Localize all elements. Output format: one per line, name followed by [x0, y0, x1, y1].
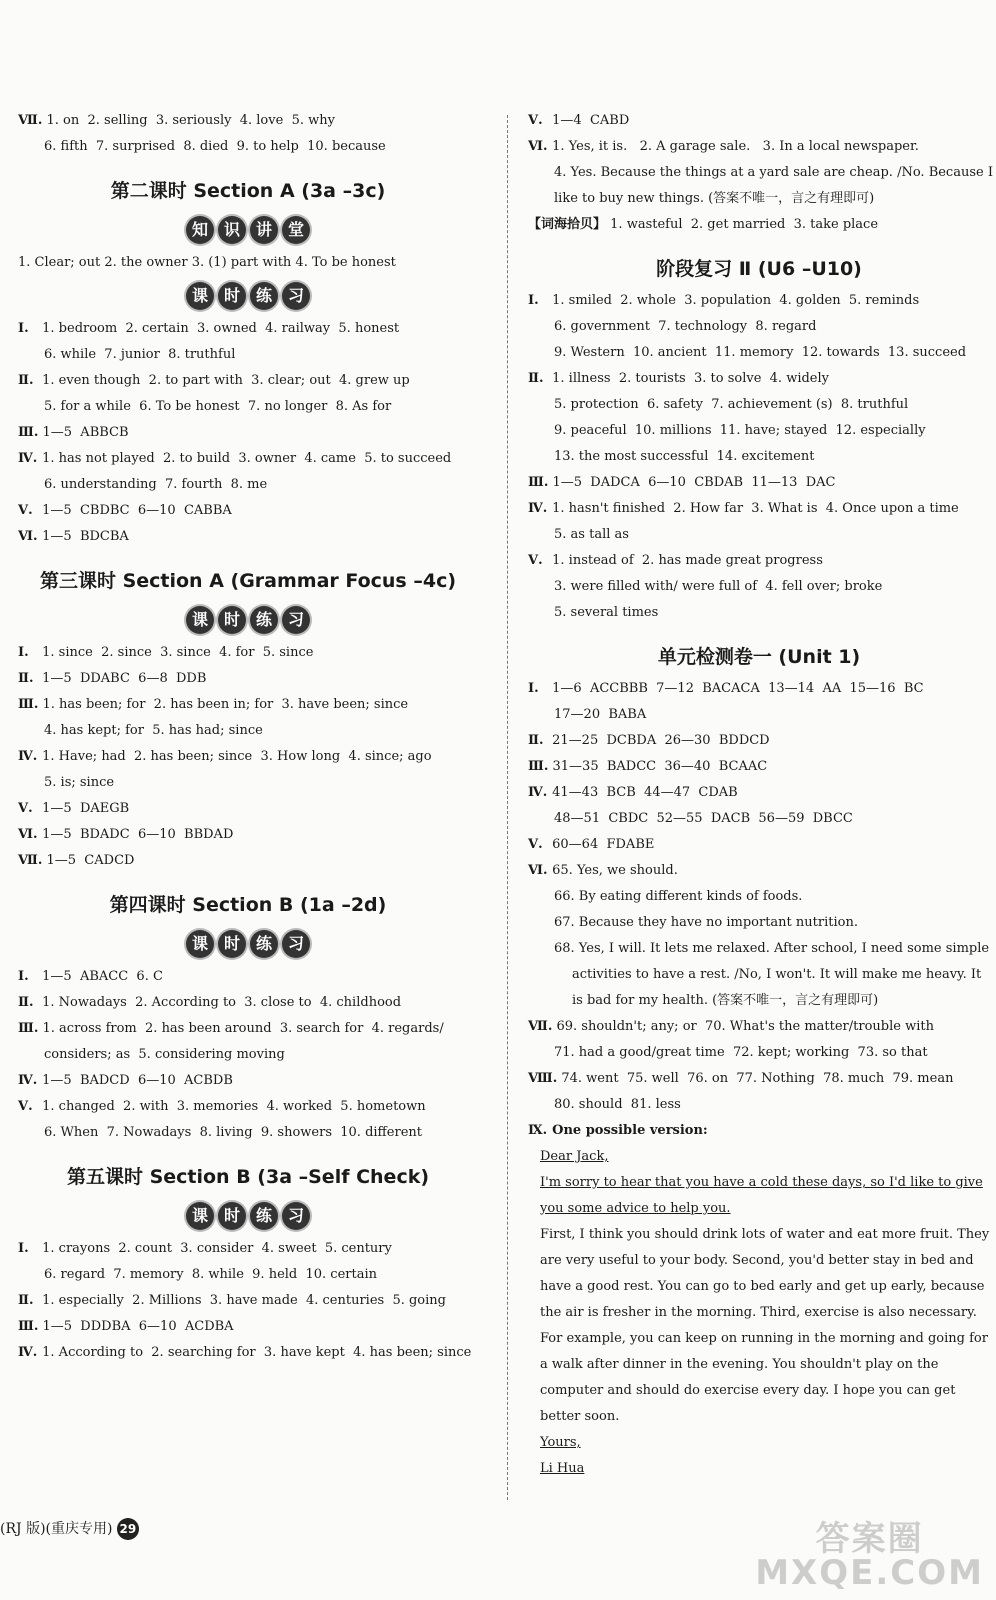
answer-text: 1—5 BADCD 6—10 ACBDB [42, 1073, 233, 1088]
roman-numeral: Ⅰ. [18, 1241, 29, 1256]
roman-numeral: Ⅷ. [528, 1071, 558, 1086]
answer-text: like to buy new things. (答案不唯一，言之有理即可) [554, 191, 875, 206]
answer-line [528, 314, 990, 340]
roman-numeral: Ⅰ. [18, 969, 29, 984]
roman-numeral: Ⅴ. [528, 553, 543, 568]
answer-text: 1. According to 2. searching for 3. have kept 4. has been; since [42, 1345, 472, 1360]
heading-badge: 知 [186, 216, 214, 244]
answer-line [18, 108, 478, 134]
answer-line [18, 796, 478, 822]
roman-numeral: Ⅴ. [18, 801, 33, 816]
answer-text: 1—5 BDADC 6—10 BBDAD [42, 827, 234, 842]
heading-badge: 习 [282, 606, 310, 634]
heading-badge: 课 [186, 606, 214, 634]
answer-line [528, 728, 990, 754]
answer-line [528, 522, 990, 548]
heading-badge: 习 [282, 282, 310, 310]
answer-text: 6. fifth 7. surprised 8. died 9. to help 10. because [44, 139, 386, 154]
answer-line [528, 444, 990, 470]
roman-numeral: Ⅱ. [528, 733, 544, 748]
answer-text: 1. smiled 2. whole 3. population 4. golden 5. reminds [552, 293, 920, 308]
answer-line [528, 548, 990, 574]
answer-line [528, 470, 990, 496]
answer-text: 60—64 FDABE [552, 837, 655, 852]
roman-numeral: Ⅶ. [18, 113, 43, 128]
answer-line [528, 676, 990, 702]
answer-line [18, 368, 478, 394]
answer-text: 4. Yes. Because the things at a yard sale are cheap. /No. Because I [554, 165, 993, 180]
roman-numeral: Ⅱ. [18, 373, 34, 388]
answer-line [18, 1236, 478, 1262]
answer-line [528, 754, 990, 780]
answer-text: 1. bedroom 2. certain 3. owned 4. railway 5. honest [42, 321, 400, 336]
answer-text: 48—51 CBDC 52—55 DACB 56—59 DBCC [554, 811, 853, 826]
answer-text: 80. should 81. less [554, 1097, 681, 1112]
answer-line [528, 600, 990, 626]
roman-numeral: Ⅴ. [18, 1099, 33, 1114]
answer-text: 1—5 DAEGB [42, 801, 130, 816]
answer-line [18, 446, 478, 472]
answer-text: 5. several times [554, 605, 659, 620]
knowledge-answers: 1. Clear; out 2. the owner 3. (1) part with 4. To be honest [18, 255, 396, 270]
answer-text: 31—35 BADCC 36—40 BCAAC [552, 759, 768, 774]
answer-text: 9. Western 10. ancient 11. memory 12. towards 13. succeed [554, 345, 967, 360]
roman-numeral: Ⅵ. [528, 863, 548, 878]
answer-text: 6. government 7. technology 8. regard [554, 319, 817, 334]
answer-text: 13. the most successful 14. excitement [554, 449, 815, 464]
roman-numeral: Ⅶ. [528, 1019, 553, 1034]
roman-numeral: Ⅱ. [18, 671, 34, 686]
answer-line [528, 418, 990, 444]
heading-badge: 课 [186, 1202, 214, 1230]
roman-numeral: Ⅶ. [18, 853, 43, 868]
lesson-4-answers [18, 964, 478, 1146]
answer-line [18, 640, 478, 666]
answer-text: 1—5 ABBCB [42, 425, 129, 440]
edition-label: (RJ 版)(重庆专用) [0, 1521, 113, 1537]
answer-text: 6. while 7. junior 8. truthful [44, 347, 236, 362]
roman-numeral: Ⅱ. [528, 371, 544, 386]
answer-text: 1—6 ACCBBB 7—12 BACACA 13—14 AA 15—16 BC [552, 681, 924, 696]
answer-line [18, 498, 478, 524]
answer-line [18, 1288, 478, 1314]
answer-line [18, 990, 478, 1016]
watermark-logo [755, 1519, 984, 1593]
answer-line [528, 858, 990, 884]
roman-numeral: Ⅲ. [18, 1319, 39, 1334]
section-title-lesson-3: 第三课时 Section A (Grammar Focus –4c) [39, 570, 457, 592]
heading-badge: 堂 [282, 216, 310, 244]
answer-line [528, 288, 990, 314]
answer-text: activities to have a rest. /No, I won't. It will make me heavy. It [572, 967, 982, 982]
roman-numeral: Ⅲ. [18, 1021, 39, 1036]
unit-test-answers [528, 676, 990, 1118]
heading-badge: 习 [282, 930, 310, 958]
answer-line [528, 780, 990, 806]
roman-numeral: 【词海拾贝】 [528, 217, 607, 232]
answer-text: 1. especially 2. Millions 3. have made 4. centuries 5. going [42, 1293, 446, 1308]
answer-line [528, 366, 990, 392]
answer-text: 17—20 BABA [554, 707, 647, 722]
answer-text: 1—5 CADCD [46, 853, 135, 868]
answer-text: 68. Yes, I will. It lets me relaxed. After school, I need some simple [554, 941, 990, 956]
answer-line [528, 910, 990, 936]
roman-numeral: Ⅳ. [528, 785, 548, 800]
answer-line [528, 496, 990, 522]
letter-signature: Li Hua [540, 1461, 585, 1476]
answer-text: 3. were filled with/ were full of 4. fell over; broke [554, 579, 883, 594]
roman-numeral: Ⅳ. [528, 501, 548, 516]
practice-badge-row [18, 600, 478, 640]
answer-line [528, 1040, 990, 1066]
letter-body: First, I think you should drink lots of water and eat more fruit. They are very useful to your body. Second, you'd better stay in bed and have a good rest. You can go to bed early and get up early, because the air is fresher in the morning. Third, exercise is also necessary. For example, you can keep on running in the morning and going for a walk after dinner in the evening. You shouldn't play on the computer and should do exercise every day. I hope you can get better soon. [540, 1227, 990, 1424]
answer-text: 71. had a good/great time 72. kept; working 73. so that [554, 1045, 928, 1060]
answer-text: 41—43 BCB 44—47 CDAB [552, 785, 738, 800]
heading-badge: 时 [218, 282, 246, 310]
answer-line [528, 1014, 990, 1040]
right-column [528, 108, 993, 1482]
section-title-lesson-2: 第二课时 Section A (3a –3c) [110, 180, 386, 202]
answer-text: 6. When 7. Nowadays 8. living 9. showers 10. different [44, 1125, 422, 1140]
answer-text: 5. is; since [44, 775, 115, 790]
answer-text: considers; as 5. considering moving [44, 1047, 285, 1062]
heading-badge: 时 [218, 1202, 246, 1230]
roman-numeral: Ⅵ. [528, 139, 548, 154]
watermark-line-2: MXQE.COM [755, 1553, 984, 1593]
answer-line [18, 1094, 478, 1120]
practice-badge-row [18, 276, 478, 316]
heading-badge: 练 [250, 930, 278, 958]
answer-text: 69. shouldn't; any; or 70. What's the matter/trouble with [556, 1019, 934, 1034]
answer-line [18, 964, 478, 990]
heading-badge: 练 [250, 1202, 278, 1230]
heading-badge: 课 [186, 282, 214, 310]
watermark-line-1: 答案圈 [815, 1519, 924, 1559]
roman-numeral: Ⅲ. [18, 425, 39, 440]
answer-text: 1. since 2. since 3. since 4. for 5. since [42, 645, 314, 660]
answer-line [528, 186, 990, 212]
answer-text: 1. even though 2. to part with 3. clear; out 4. grew up [42, 373, 410, 388]
answer-line [18, 770, 478, 796]
answer-line [528, 1092, 990, 1118]
answer-text: 5. as tall as [554, 527, 629, 542]
answer-text: 1. wasteful 2. get married 3. take place [610, 217, 879, 232]
roman-numeral: Ⅰ. [18, 645, 29, 660]
heading-badge: 练 [250, 606, 278, 634]
answer-text: 21—25 DCBDA 26—30 BDDCD [552, 733, 770, 748]
roman-numeral: Ⅸ. [528, 1123, 548, 1138]
sample-letter [528, 1144, 990, 1482]
column-divider [507, 115, 508, 1500]
answer-line [18, 394, 478, 420]
heading-badge: 时 [218, 606, 246, 634]
roman-numeral: Ⅴ. [528, 837, 543, 852]
answer-text: 1. has been; for 2. has been in; for 3. have been; since [42, 697, 409, 712]
answer-line [18, 744, 478, 770]
heading-badge: 识 [218, 216, 246, 244]
answer-line [528, 988, 990, 1014]
unit-exercises-top [18, 108, 478, 160]
answer-text: is bad for my health. (答案不唯一，言之有理即可) [572, 993, 879, 1008]
answer-line [18, 1016, 478, 1042]
answer-line [18, 316, 478, 342]
roman-numeral: Ⅲ. [18, 697, 39, 712]
answer-text: 9. peaceful 10. millions 11. have; stayed 12. especially [554, 423, 926, 438]
answer-line [528, 574, 990, 600]
heading-badge: 习 [282, 1202, 310, 1230]
answer-text: 1. crayons 2. count 3. consider 4. sweet 5. century [42, 1241, 392, 1256]
answer-text: 1. changed 2. with 3. memories 4. worked 5. hometown [42, 1099, 426, 1114]
answer-line [18, 1120, 478, 1146]
answer-text: 1—5 BDCBA [42, 529, 129, 544]
answer-text: 1. across from 2. has been around 3. search for 4. regards/ [42, 1021, 444, 1036]
unit-exercises-top [528, 108, 993, 238]
answer-line [528, 160, 993, 186]
answer-text: 6. regard 7. memory 8. while 9. held 10. certain [44, 1267, 378, 1282]
answer-line [528, 962, 990, 988]
roman-numeral: Ⅰ. [528, 293, 539, 308]
answer-line [528, 702, 990, 728]
section-title-lesson-4: 第四课时 Section B (1a –2d) [109, 894, 387, 916]
answer-text: 67. Because they have no important nutrition. [554, 915, 858, 930]
answer-text: 1—5 CBDBC 6—10 CABBA [42, 503, 232, 518]
answer-text: 6. understanding 7. fourth 8. me [44, 477, 268, 492]
roman-numeral: Ⅳ. [18, 1345, 38, 1360]
heading-badge: 讲 [250, 216, 278, 244]
answer-text: 1—5 DDABC 6—8 DDB [42, 671, 207, 686]
lesson-5-answers [18, 1236, 478, 1366]
heading-badge: 练 [250, 282, 278, 310]
heading-badge: 时 [218, 930, 246, 958]
answer-line [18, 1068, 478, 1094]
roman-numeral: Ⅳ. [18, 451, 38, 466]
answer-line [18, 718, 478, 744]
roman-numeral: Ⅱ. [18, 995, 34, 1010]
answer-text: 66. By eating different kinds of foods. [554, 889, 803, 904]
answer-text: 1—5 DADCA 6—10 CBDAB 11—13 DAC [552, 475, 836, 490]
answer-line [528, 832, 990, 858]
answer-text: 1—5 DDDBA 6—10 ACDBA [42, 1319, 234, 1334]
answer-line [528, 134, 990, 160]
answer-text: 1. has not played 2. to build 3. owner 4. came 5. to succeed [42, 451, 452, 466]
essay-title: One possible version: [552, 1123, 708, 1138]
answer-text: 1—4 CABD [552, 113, 630, 128]
roman-numeral: Ⅲ. [528, 759, 549, 774]
answer-line [528, 806, 990, 832]
answer-text: 1—5 ABACC 6. C [42, 969, 163, 984]
answer-line [18, 666, 478, 692]
essay-header [528, 1118, 990, 1144]
answer-line [18, 134, 478, 160]
answer-line [18, 342, 478, 368]
section-title-lesson-5: 第五课时 Section B (3a –Self Check) [66, 1166, 430, 1188]
answer-line [18, 420, 478, 446]
lesson-2-answers [18, 316, 478, 550]
roman-numeral: Ⅳ. [18, 749, 38, 764]
roman-numeral: Ⅳ. [18, 1073, 38, 1088]
review-answers [528, 288, 990, 626]
practice-badge-row [18, 924, 478, 964]
section-title-review: 阶段复习 Ⅱ (U6 –U10) [656, 258, 862, 280]
answer-line [18, 1262, 478, 1288]
left-column [18, 108, 478, 1366]
answer-line [18, 1340, 478, 1366]
answer-line [18, 1314, 478, 1340]
answer-text: 1. hasn't finished 2. How far 3. What is 4. Once upon a time [552, 501, 959, 516]
answer-text: 1. Have; had 2. has been; since 3. How long 4. since; ago [42, 749, 432, 764]
roman-numeral: Ⅱ. [18, 1293, 34, 1308]
practice-badge-row [18, 1196, 478, 1236]
answer-text: 65. Yes, we should. [552, 863, 678, 878]
answer-line [528, 936, 990, 962]
letter-greeting: Dear Jack, [540, 1149, 609, 1164]
answer-line [528, 212, 990, 238]
answer-line [528, 392, 990, 418]
answer-text: 5. protection 6. safety 7. achievement (s) 8. truthful [554, 397, 909, 412]
heading-badge: 课 [186, 930, 214, 958]
roman-numeral: Ⅵ. [18, 529, 38, 544]
answer-text: 1. Nowadays 2. According to 3. close to 4. childhood [42, 995, 402, 1010]
answer-line [18, 692, 478, 718]
lesson-3-answers [18, 640, 478, 874]
answer-text: 1. illness 2. tourists 3. to solve 4. widely [552, 371, 829, 386]
page-number: 29 [117, 1518, 139, 1540]
letter-closing: Yours, [540, 1435, 581, 1450]
roman-numeral: Ⅴ. [528, 113, 543, 128]
answer-line [528, 1066, 990, 1092]
answer-line [18, 472, 478, 498]
answer-text: 1. instead of 2. has made great progress [552, 553, 823, 568]
section-title-unit-test: 单元检测卷一 (Unit 1) [657, 646, 861, 668]
answer-text: 1. on 2. selling 3. seriously 4. love 5. why [46, 113, 335, 128]
answer-line [18, 848, 478, 874]
answer-text: 74. went 75. well 76. on 77. Nothing 78. much 79. mean [561, 1071, 954, 1086]
roman-numeral: Ⅲ. [528, 475, 549, 490]
knowledge-badge-row [18, 210, 478, 250]
roman-numeral: Ⅵ. [18, 827, 38, 842]
answer-text: 1. Yes, it is. 2. A garage sale. 3. In a local newspaper. [552, 139, 919, 154]
answer-line [528, 340, 990, 366]
answer-text: 4. has kept; for 5. has had; since [44, 723, 263, 738]
answer-line [528, 108, 990, 134]
roman-numeral: Ⅰ. [18, 321, 29, 336]
answer-line [18, 524, 478, 550]
roman-numeral: Ⅰ. [528, 681, 539, 696]
page-footer [0, 1518, 139, 1540]
letter-opening: I'm sorry to hear that you have a cold these days, so I'd like to give you some advice to help you. [540, 1175, 983, 1216]
answer-line [528, 884, 990, 910]
answer-line [18, 1042, 478, 1068]
roman-numeral: Ⅴ. [18, 503, 33, 518]
answer-text: 5. for a while 6. To be honest 7. no longer 8. As for [44, 399, 392, 414]
answer-line [18, 822, 478, 848]
